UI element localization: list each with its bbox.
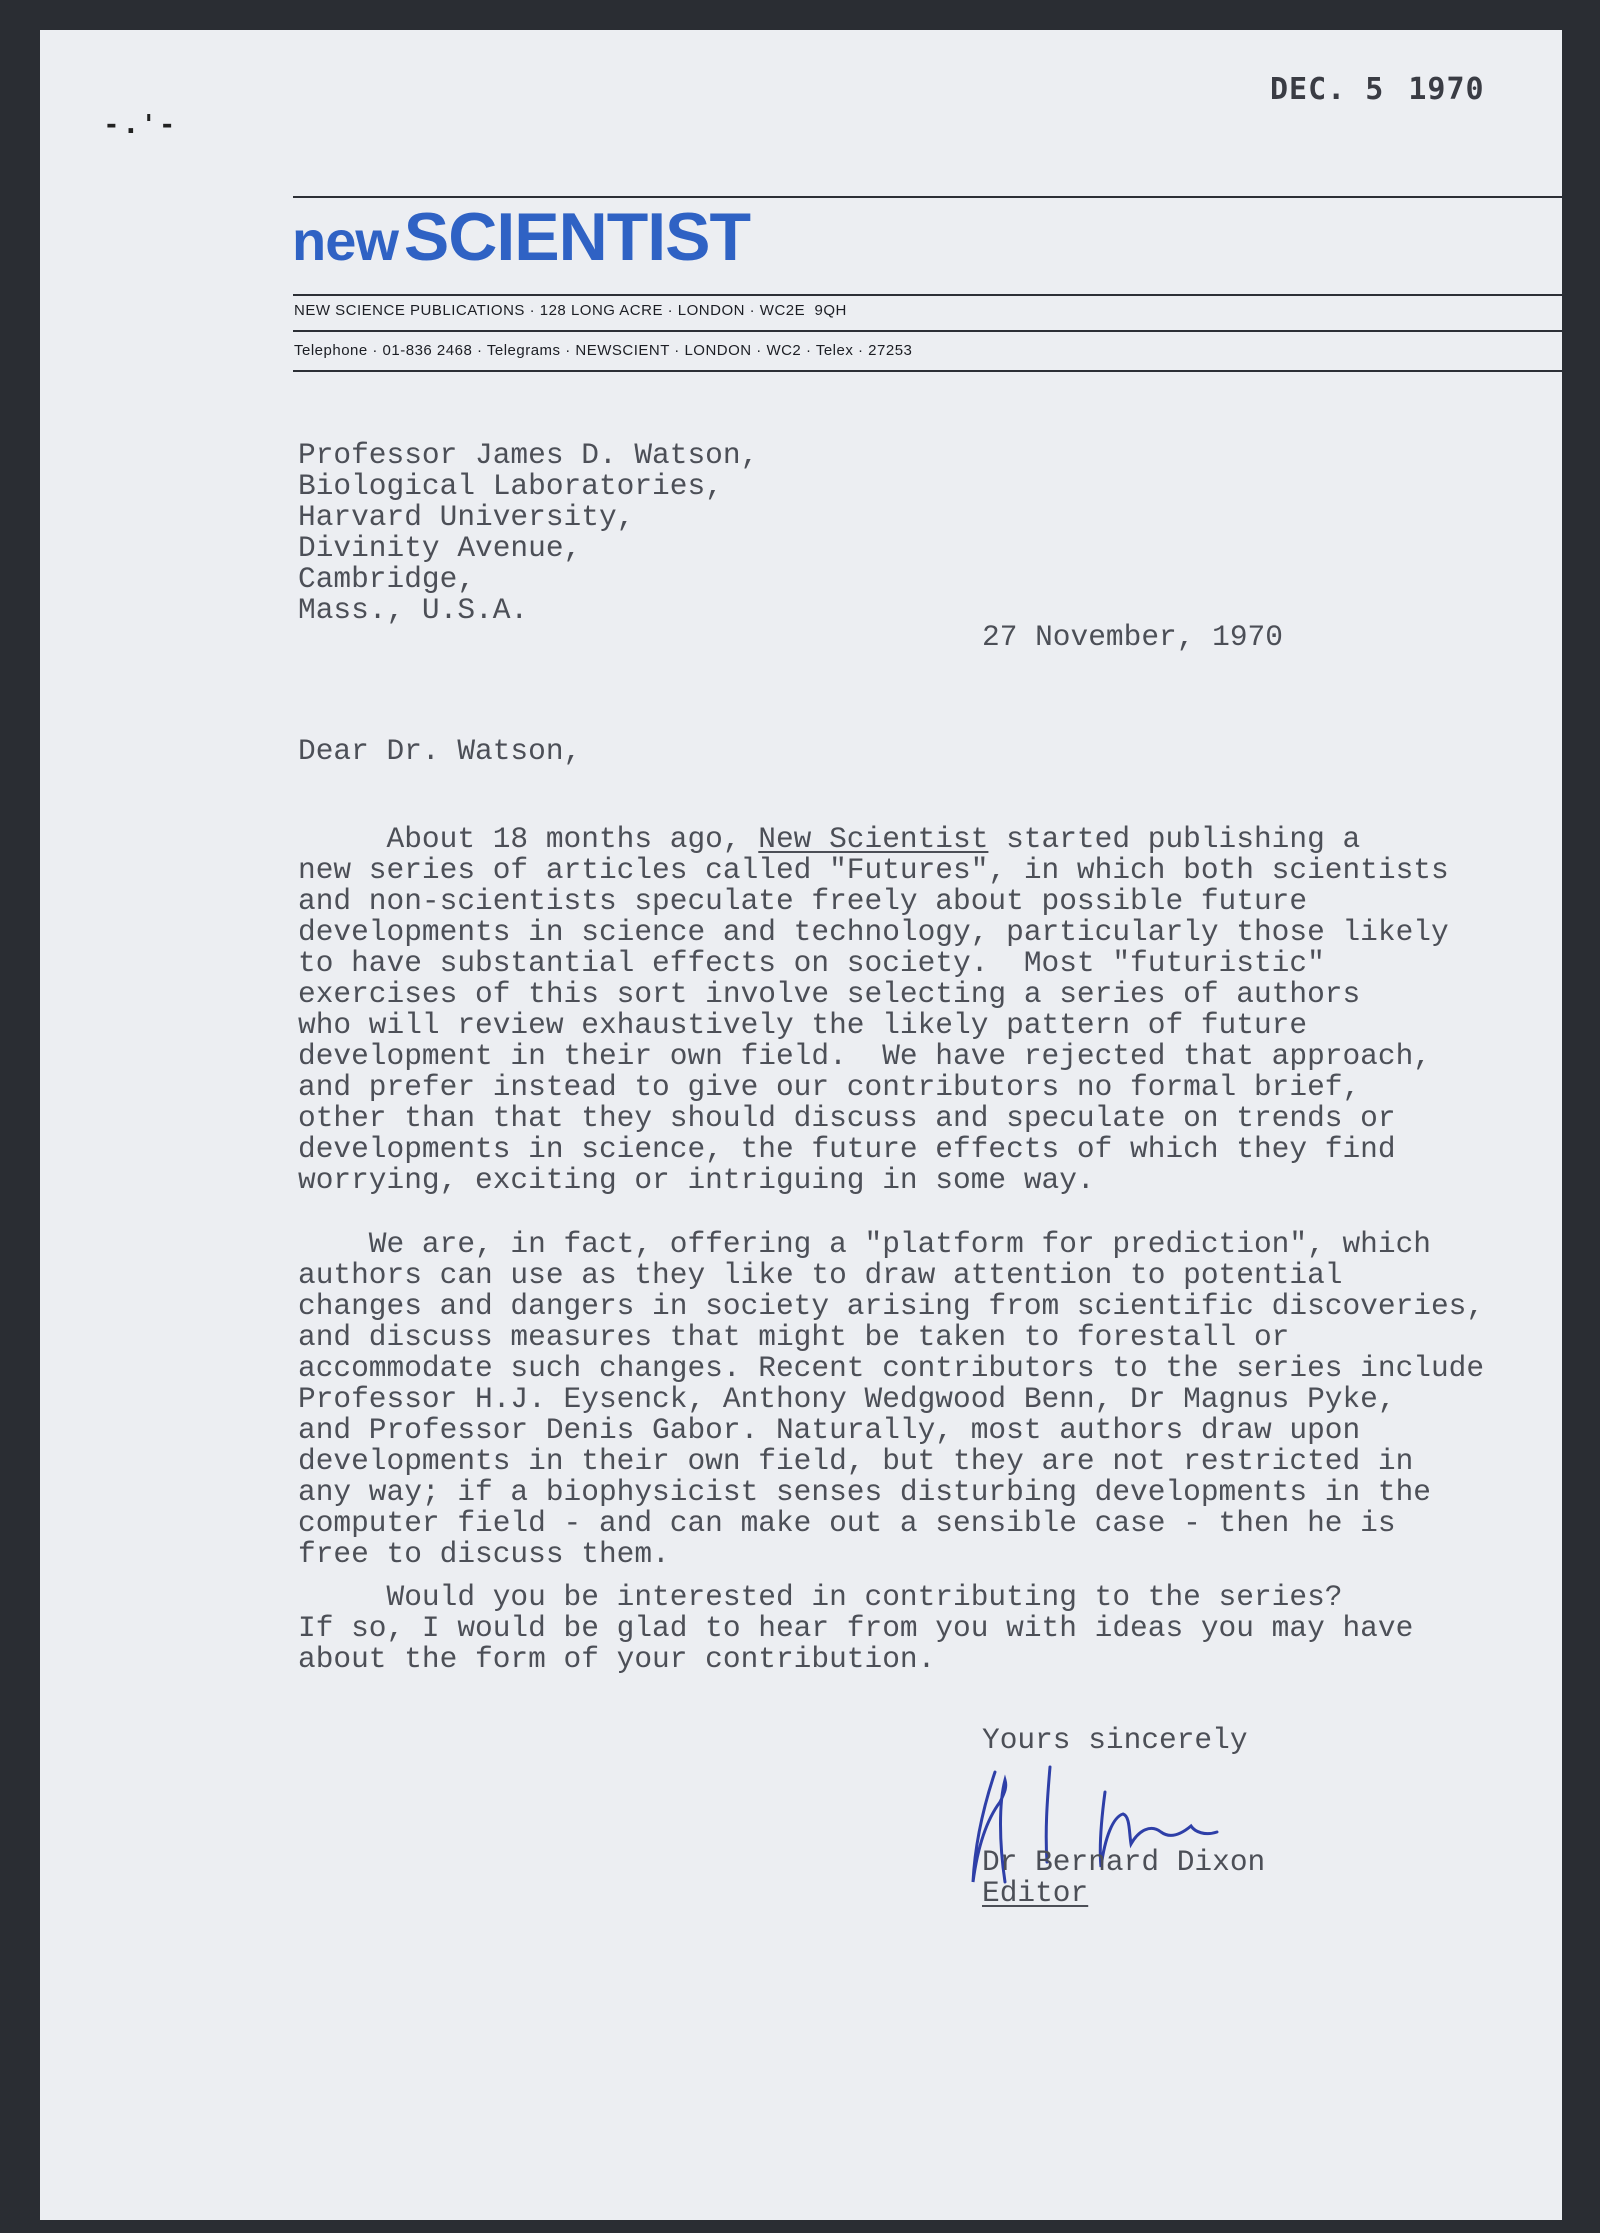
- letter-page: [40, 30, 1562, 2220]
- received-date-stamp: [1270, 72, 1485, 107]
- paragraph-line: changes and dangers in society arising from scientific discoveries,: [298, 1289, 1485, 1323]
- address-line: Divinity Avenue,: [298, 531, 582, 565]
- paragraph-line: accommodate such changes. Recent contributors to the series include: [298, 1351, 1485, 1385]
- signer-title: Editor: [982, 1876, 1089, 1910]
- contact-details: Telephone · 01-836 2468 · Telegrams · NEWSCIENT · LONDON · WC2 · Telex · 27253: [294, 342, 913, 359]
- paragraph-line: Professor H.J. Eysenck, Anthony Wedgwood Benn, Dr Magnus Pyke,: [298, 1382, 1396, 1416]
- address-line: Mass., U.S.A.: [298, 593, 529, 627]
- paragraph-line: who will review exhaustively the likely pattern of future: [298, 1008, 1308, 1042]
- paragraph-line: Would you be interested in contributing to the series?: [298, 1580, 1343, 1614]
- closing: Yours sincerely: [982, 1723, 1248, 1757]
- paragraph-line: authors can use as they like to draw attention to potential: [298, 1258, 1343, 1292]
- recipient-address: [298, 440, 758, 626]
- paragraph-line: exercises of this sort involve selecting a series of authors: [298, 977, 1361, 1011]
- paragraph-line: developments in their own field, but they are not restricted in: [298, 1444, 1414, 1478]
- paragraph-line: any way; if a biophysicist senses disturbing developments in the: [298, 1475, 1431, 1509]
- paragraph-line: and Professor Denis Gabor. Naturally, most authors draw upon: [298, 1413, 1361, 1447]
- paragraph-line: and prefer instead to give our contributors no formal brief,: [298, 1070, 1361, 1104]
- paragraph-line: free to discuss them.: [298, 1537, 670, 1571]
- paragraph-3: [298, 1582, 1413, 1675]
- paragraph-line: If so, I would be glad to hear from you with ideas you may have: [298, 1611, 1414, 1645]
- letterhead-rule-2: [293, 330, 1562, 332]
- paragraph-line: worrying, exciting or intriguing in some way.: [298, 1163, 1095, 1197]
- address-line: Professor James D. Watson,: [298, 438, 759, 472]
- paragraph-1: [298, 824, 1449, 1196]
- paragraph-line: development in their own field. We have rejected that approach,: [298, 1039, 1431, 1073]
- paragraph-line: other than that they should discuss and speculate on trends or: [298, 1101, 1396, 1135]
- paragraph-line: and non-scientists speculate freely about possible future: [298, 884, 1308, 918]
- address-line: Harvard University,: [298, 500, 635, 534]
- paragraph-2: [298, 1229, 1484, 1570]
- stamp-year: 1970: [1408, 72, 1485, 107]
- paragraph-line: developments in science, the future effects of which they find: [298, 1132, 1396, 1166]
- paragraph-line: to have substantial effects on society. Most "futuristic": [298, 946, 1325, 980]
- logo-new: new: [292, 209, 398, 272]
- stamp-date: DEC. 5: [1270, 72, 1385, 107]
- publisher-address: NEW SCIENCE PUBLICATIONS · 128 LONG ACRE · LONDON · WC2E 9QH: [294, 302, 847, 319]
- paragraph-line: computer field - and can make out a sensible case - then he is: [298, 1506, 1396, 1540]
- address-line: Cambridge,: [298, 562, 476, 596]
- logo-scientist: SCIENTIST: [403, 199, 751, 275]
- paragraph-line: new series of articles called "Futures", in which both scientists: [298, 853, 1449, 887]
- publication-name: New Scientist: [758, 822, 989, 856]
- corner-marks: - . ' -: [106, 110, 173, 140]
- address-line: Biological Laboratories,: [298, 469, 723, 503]
- letter-date: 27 November, 1970: [982, 620, 1283, 654]
- paragraph-line: We are, in fact, offering a "platform for prediction", which: [298, 1227, 1431, 1261]
- new-scientist-logo: [292, 198, 750, 276]
- paragraph-line: about the form of your contribution.: [298, 1642, 936, 1676]
- paragraph-line: and discuss measures that might be taken to forestall or: [298, 1320, 1290, 1354]
- paragraph-line: developments in science and technology, particularly those likely: [298, 915, 1449, 949]
- signer-name: Dr Bernard Dixon: [982, 1845, 1266, 1879]
- letterhead-rule-3: [293, 370, 1562, 372]
- paragraph-line: About 18 months ago, New Scientist started publishing a: [298, 822, 1361, 856]
- letterhead-rule-1: [293, 294, 1562, 296]
- salutation: Dear Dr. Watson,: [298, 734, 582, 768]
